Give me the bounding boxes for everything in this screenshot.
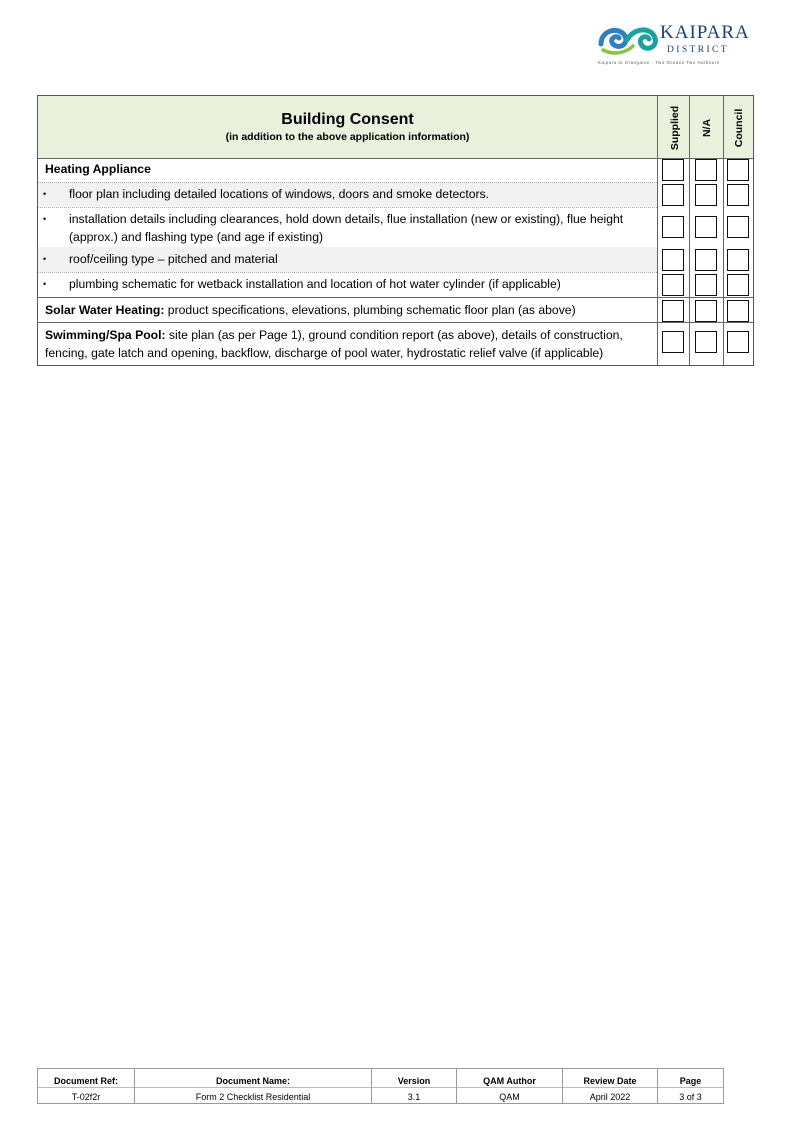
roof-council-checkbox[interactable] [727,249,749,271]
row-divider [38,182,657,183]
list-item: • installation details including clearances, hold down details, flue installation (new or existing), flue height (approx.) and flashing type (and age if existing) [38,210,657,246]
plumbing-council-checkbox[interactable] [727,274,749,296]
pool-label: Swimming/Spa Pool: [45,328,166,342]
installation-na-checkbox[interactable] [695,216,717,238]
swimming-spa-pool-row [38,326,657,362]
row-divider [38,207,657,208]
pool-council-checkbox[interactable] [727,331,749,353]
column-header-na: N/A [701,118,713,138]
heating-supplied-checkbox[interactable] [662,159,684,181]
logo-subtitle: DISTRICT [667,45,729,55]
row-divider [38,297,753,298]
floor-plan-na-checkbox[interactable] [695,184,717,206]
document-footer-table [37,1068,724,1104]
footer-qam-author: QAM Author QAM [483,1076,536,1102]
roof-supplied-checkbox[interactable] [662,249,684,271]
table-title: Building Consent [281,111,414,128]
installation-supplied-checkbox[interactable] [662,216,684,238]
solar-text: product specifications, elevations, plumbing schematic floor plan (as above) [164,303,576,317]
solar-label: Solar Water Heating: [45,303,165,317]
floor-plan-supplied-checkbox[interactable] [662,184,684,206]
column-header-council: Council [733,108,745,148]
footer-doc-ref: Document Ref: T-02f2r [53,1076,118,1102]
heating-council-checkbox[interactable] [727,159,749,181]
solar-water-heating-row [38,301,657,323]
solar-council-checkbox[interactable] [727,300,749,322]
floor-plan-council-checkbox[interactable] [727,184,749,206]
heating-section-label: Heating Appliance [45,162,151,176]
pool-na-checkbox[interactable] [695,331,717,353]
row-divider [38,322,753,323]
column-divider [723,96,724,365]
column-divider [657,96,658,365]
solar-na-checkbox[interactable] [695,300,717,322]
list-item: • roof/ceiling type – pitched and material [38,250,657,272]
solar-supplied-checkbox[interactable] [662,300,684,322]
heating-item-roof: roof/ceiling type – pitched and material [69,252,278,266]
footer-review-date: Review Date April 2022 [583,1076,637,1102]
footer-doc-name: Document Name: Form 2 Checklist Residential [195,1076,311,1102]
row-divider [38,272,657,273]
plumbing-na-checkbox[interactable] [695,274,717,296]
installation-council-checkbox[interactable] [727,216,749,238]
heating-item-floor-plan: floor plan including detailed locations of windows, doors and smoke detectors. [69,187,490,201]
kaipara-logo [597,22,750,70]
pool-text: site plan (as per Page 1), ground condition report (as above), details of construction, fencing, gate latch and opening, backflow, discharge of pool water, hydrostatic relief valve (if applicable) [45,328,623,360]
roof-na-checkbox[interactable] [695,249,717,271]
logo-wordmark: KAIPARA [660,22,750,43]
building-consent-table [37,95,754,366]
list-item: • plumbing schematic for wetback installation and location of hot water cylinder (if applicable) [38,275,657,297]
heating-na-checkbox[interactable] [695,159,717,181]
column-header-supplied: Supplied [669,105,681,151]
column-divider [689,96,690,365]
footer-page: Page 3 of 3 [679,1076,702,1102]
heating-item-installation: installation details including clearances, hold down details, flue installation (new or existing), flue height (approx.) and flashing type (and age if existing) [69,212,624,244]
logo-swirl-icon [597,22,661,58]
pool-supplied-checkbox[interactable] [662,331,684,353]
plumbing-supplied-checkbox[interactable] [662,274,684,296]
table-header [38,96,753,159]
list-item: • floor plan including detailed locations of windows, doors and smoke detectors. [38,185,657,207]
heating-item-plumbing: plumbing schematic for wetback installation and location of hot water cylinder (if applicable) [69,277,561,291]
table-subtitle: (in addition to the above application information) [225,131,470,143]
logo-tagline: Kaipara te Oranganui · Two Oceans Two Harbours [598,60,720,65]
footer-version: Version 3.1 [397,1076,431,1102]
